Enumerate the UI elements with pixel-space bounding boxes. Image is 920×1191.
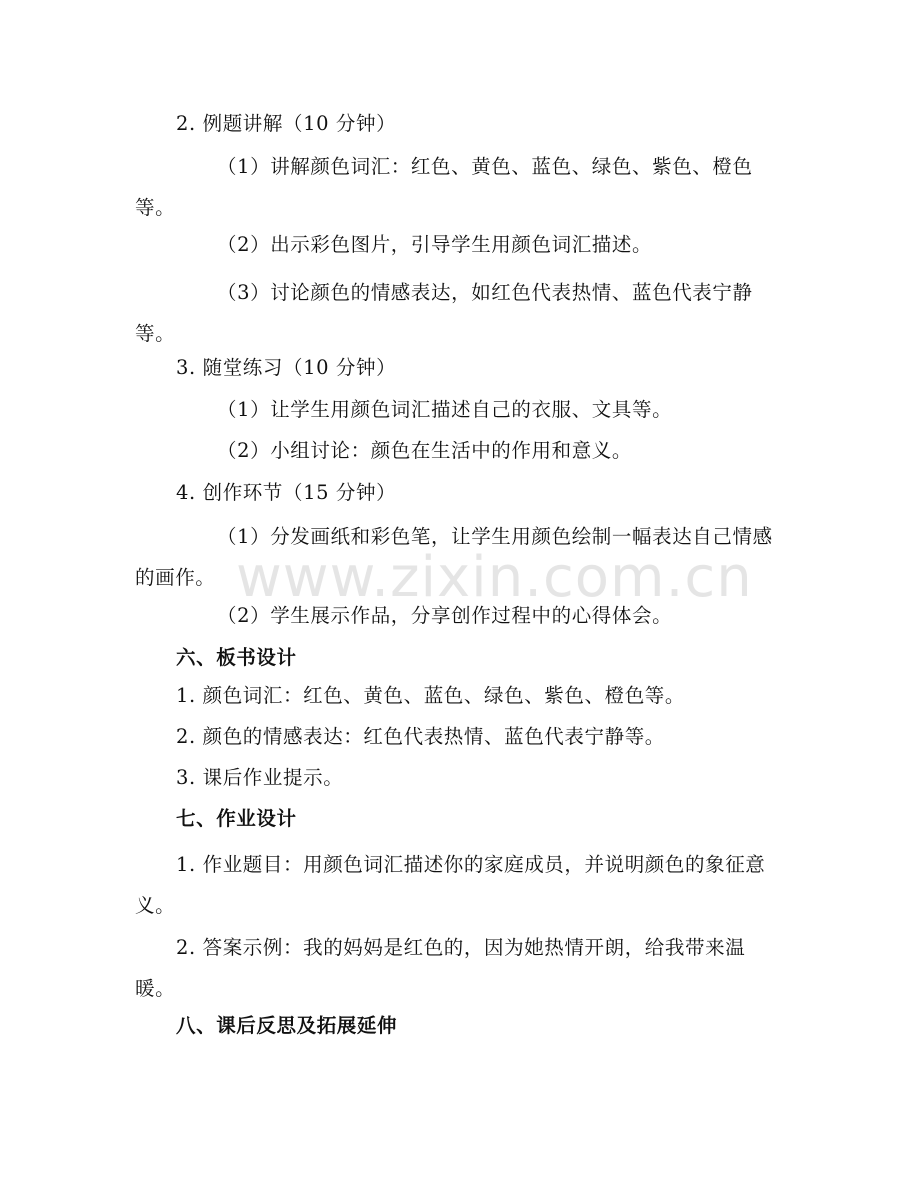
sub-item-color-vocabulary: （1）讲解颜色词汇：红色、黄色、蓝色、绿色、紫色、橙色等。: [135, 155, 753, 219]
section-heading-blackboard-design: 六、板书设计: [176, 646, 297, 669]
item-homework-hint: 3. 课后作业提示。: [176, 766, 344, 789]
sub-item-group-discussion: （2）小组讨论：颜色在生活中的作用和意义。: [217, 439, 633, 462]
sub-item-show-pictures: （2）出示彩色图片，引导学生用颜色词汇描述。: [217, 233, 653, 256]
item-in-class-practice: 3. 随堂练习（10 分钟）: [176, 356, 397, 379]
item-color-vocabulary: 1. 颜色词汇：红色、黄色、蓝色、绿色、紫色、橙色等。: [176, 684, 686, 707]
sub-item-show-works: （2）学生展示作品，分享创作过程中的心得体会。: [217, 604, 673, 627]
sub-item-distribute-paper: （1）分发画纸和彩色笔，让学生用颜色绘制一幅表达自己情感的画作。: [135, 525, 773, 589]
section-heading-homework-design: 七、作业设计: [176, 807, 297, 830]
item-emotion-expression: 2. 颜色的情感表达：红色代表热情、蓝色代表宁静等。: [176, 725, 665, 748]
item-answer-example: 2. 答案示例：我的妈妈是红色的，因为她热情开朗，给我带来温暖。: [135, 936, 746, 1000]
sub-item-describe-clothes: （1）让学生用颜色词汇描述自己的衣服、文具等。: [217, 398, 673, 421]
watermark: www.zixin.com.cn: [236, 545, 753, 610]
item-homework-topic: 1. 作业题目：用颜色词汇描述你的家庭成员，并说明颜色的象征意义。: [135, 853, 766, 917]
item-example-explanation: 2. 例题讲解（10 分钟）: [176, 112, 397, 135]
item-creation-session: 4. 创作环节（15 分钟）: [176, 481, 397, 504]
section-heading-reflection: 八、课后反思及拓展延伸: [176, 1014, 398, 1037]
sub-item-discuss-emotion: （3）讨论颜色的情感表达，如红色代表热情、蓝色代表宁静等。: [135, 281, 753, 345]
